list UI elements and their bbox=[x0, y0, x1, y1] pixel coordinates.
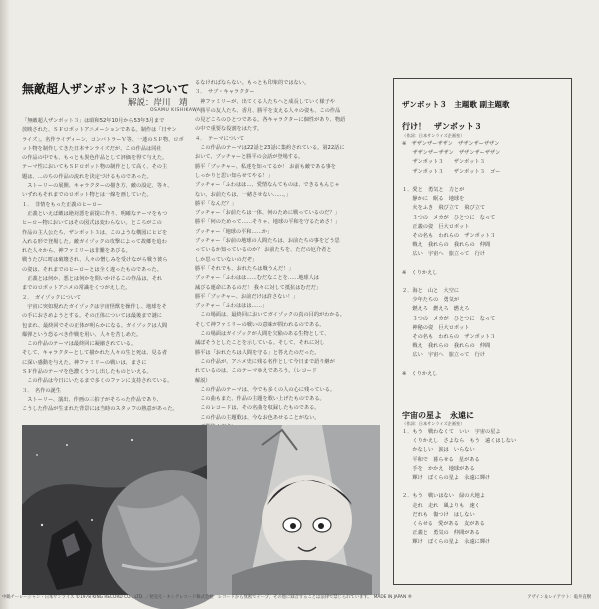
text-line: 戦え 我れらの 我れらの 仲間 bbox=[402, 343, 491, 350]
text-line: 正義とは何か、悪とは何かを問いかけるこの作品は、それ bbox=[22, 276, 163, 283]
text-line: 輝け ぼくらの星よ 永遠に輝け bbox=[402, 474, 491, 481]
text-line: ブッチャー「お前たちは一体、何のために戦っているのだ？」 bbox=[195, 210, 340, 217]
article-byline-roman: OSAMU KISHIKAWA bbox=[150, 108, 201, 113]
text-line: こうした作品が生まれた背景には当時のスタッフの熱意があった。 bbox=[22, 406, 178, 413]
text-line: 爆弾という恐るべき作戦を用い、人々を苦しめた。 bbox=[22, 331, 142, 338]
text-line: 、勝平の友人たち、香月、勝平を支える人々の姿も、この作品 bbox=[195, 107, 341, 114]
text-line: 勝平「ブッチャー、お前だけは許さない！」 bbox=[195, 293, 299, 300]
text-line: 勝平「何のためって……そりゃ、地球の平和を守るためさ！」 bbox=[195, 219, 341, 226]
song1-credit: （作詞：日本サンライズ企画室） bbox=[402, 133, 465, 138]
text-line: 静かに 眠る 地球を bbox=[402, 196, 465, 203]
text-line: 広い 宇宙へ 旅立って 行け bbox=[402, 352, 486, 359]
text-line: ない。お前たちは、一緒させない……。」 bbox=[195, 191, 291, 198]
article-column-right bbox=[195, 79, 380, 421]
text-line: この作品の主題歌は、今なお色あせることがない。 bbox=[195, 414, 320, 421]
song2-credit: （作詞：日本サンライズ企画室） bbox=[402, 421, 465, 426]
text-line: 神ファミリーが、出てくる人たちへと成長していく様子や bbox=[195, 98, 335, 105]
lyrics-panel bbox=[393, 78, 572, 585]
song2-title: 宇宙の星よ 永遠に bbox=[402, 411, 474, 420]
text-line: 手を かかえ 地球がある bbox=[402, 465, 475, 472]
text-line: ※ ザザンザーザザン ザザンザーザザン bbox=[402, 141, 500, 147]
text-line: 作品の主人公たち、ザンボット３は、このような構図にヒビを bbox=[22, 229, 168, 236]
text-line: この作品のテーマは最終回に凝縮されている。 bbox=[22, 341, 137, 348]
text-line: 正義の姿 巨大ロボット bbox=[402, 223, 470, 230]
text-line: ２． ガイゾックについて bbox=[22, 294, 82, 301]
text-line: ３つの メカが ひとつに なって bbox=[402, 214, 496, 221]
lyrics-header: ザンボット３ 主題歌 副主題歌 bbox=[402, 100, 510, 109]
text-line bbox=[402, 278, 500, 287]
text-line: テーマ性においてもＳＦロボット物の制作として高く、その主 bbox=[22, 164, 168, 171]
artwork-illustration bbox=[22, 425, 380, 595]
text-line: この曲もまた、作品の主題を歌い上げたものである。 bbox=[195, 396, 325, 403]
text-line: 勝平「なんだ？」 bbox=[195, 200, 237, 207]
text-line: ブッチャー「ふわはは……むだなことを……地球人は bbox=[195, 275, 319, 282]
text-line bbox=[402, 483, 516, 492]
text-line: っているか知っているのか？ お前たちを、ただの厄介者と bbox=[195, 247, 332, 254]
text-line: の見どころのひとつである。各キャラクターに個性があり、物語 bbox=[195, 117, 346, 124]
text-line: しか思っていないのだぞ」 bbox=[195, 256, 258, 263]
text-line: その名も われらの ザンボット３ bbox=[402, 232, 496, 239]
text-line: 勝平は「おれたちは人間を守る」と答えたのだった。 bbox=[195, 349, 320, 356]
text-line: 神秘の姿 巨大ロボット bbox=[402, 324, 470, 331]
text-line: ット物を制作してきた日本サンライズだが、この作品は同社 bbox=[22, 145, 162, 152]
text-line: るなければならない。もっとも印象的ではない。 bbox=[195, 80, 310, 86]
text-line: ※ くりかえし bbox=[402, 269, 438, 276]
text-line: この場面は、最終回においてガイゾックの真の目的がわかる。 bbox=[195, 312, 345, 319]
text-line: ３． 名作の誕生 bbox=[22, 387, 61, 394]
text-line: 滅ぼそうとしたことを示している。そして、それに対し bbox=[195, 340, 325, 347]
text-line: 燃えろ 燃えろ 燃えろ bbox=[402, 306, 470, 313]
text-line: 入れる形で登場した。敵ガイゾックの攻撃によって故郷を追わ bbox=[22, 238, 167, 245]
text-line: くらせる 愛がある 友がある bbox=[402, 520, 485, 527]
page-edge-shadow bbox=[0, 0, 10, 609]
text-line: ブッチャー「ふわははは……」 bbox=[195, 303, 268, 310]
text-line: この作品は今日にいたるまで多くのファンに支持されている。 bbox=[22, 378, 173, 385]
text-line: １． 非情をもった正義のヒーロー bbox=[22, 201, 103, 208]
text-line: 「無敵超人ザンボット３」は昭和52年10月から53年3月まで bbox=[22, 118, 165, 124]
text-line: 正義といえば敵は絶対悪を前提に作り、明確なテーマをもつ bbox=[22, 210, 168, 217]
text-line: ザンボット３ ザンボット３ ゴー bbox=[402, 168, 501, 175]
footer-copyright: 中鶴チーレージャン・日本サンライズ ©1978 KING RECORD CO., LTD. ／発売元・キングレコード株式会社 レコードから無断でテープ、その他に録音することは法律で禁じられています。 MADE IN JAPAN ® bbox=[2, 595, 412, 600]
footer-credit: アザイン＆レイアウト：亀井直樹 bbox=[527, 595, 591, 600]
text-line bbox=[402, 177, 500, 186]
text-line: の姿は、それまでのヒーローとは全く違ったものであった。 bbox=[22, 266, 162, 273]
text-line: 題は、…のちの作品の流れを決定づけるものであった。 bbox=[22, 173, 152, 180]
text-line: ザンボット３ ザンボット３ bbox=[402, 159, 485, 166]
text-line: の作品の中でも、もっとも異色作品として評価を得て与えた。 bbox=[22, 155, 168, 162]
text-line: 包まれ、最終回でその正体が明らかになる。ガイゾックは人間 bbox=[22, 322, 168, 329]
text-line: 戦うたびに町は破壊され、人々の憎しみを受けながら戦う彼ら bbox=[22, 257, 168, 264]
text-line: の手におさめようとする。その正体については最後まで謎に bbox=[22, 313, 162, 320]
text-line: このレコードは、その名曲を収録したものである。 bbox=[195, 405, 320, 412]
text-line: ブッチャー「お前の地球の人間たちは、お前たちの事をどう思 bbox=[195, 238, 340, 245]
text-line: １．もう 戦わなくて いい 宇宙の星よ bbox=[402, 429, 501, 435]
text-line: おいて、ブッチャーと勝平の会話が登場する。 bbox=[195, 154, 304, 161]
text-line: ２．海と 山と 大空に bbox=[402, 288, 460, 294]
text-line: そして、キャラクターとして描かれた人々の生と死は、見る者 bbox=[22, 350, 168, 357]
text-line: 宇宙に突如現れたガイゾックは宇宙怪獣を操作し、地球をそ bbox=[22, 303, 167, 310]
text-line: ＳＦ作品のテーマを色濃くうつし出したものといえる。 bbox=[22, 369, 152, 376]
text-line: 滅びる運命にあるのだ！ 我々に対して抵抗はむだだ」 bbox=[195, 284, 322, 291]
text-line bbox=[402, 259, 500, 268]
text-line: この作品のテーマは22話と23話に集約されている。第22話に bbox=[195, 145, 345, 152]
text-line: ４． テーマについて bbox=[195, 135, 245, 142]
text-line: ヒーロー物においてはその図式は変わらない。ところがこの bbox=[22, 220, 162, 227]
footer bbox=[0, 592, 599, 609]
article-column-left bbox=[22, 117, 189, 421]
text-line: 解説） bbox=[195, 377, 211, 384]
text-line bbox=[402, 361, 500, 370]
text-line: ３． サブ・キャラクター bbox=[195, 89, 255, 96]
text-line: ライズ」。名作ライディーン、コンバトラーＶ等、一連のＳＦ物、ロボ bbox=[22, 136, 184, 143]
text-line: かなしい 涙は いらない bbox=[402, 447, 475, 454]
text-line: 輝け ぼくらの星よ 永遠に輝け bbox=[402, 539, 491, 546]
text-line: 火をふき 飛び立て 飛び立て bbox=[402, 205, 486, 212]
text-line: １．愛と 勇気と 力とが bbox=[402, 186, 465, 193]
song1-lyrics bbox=[402, 140, 500, 379]
text-line: その名も われらの ザンボット３ bbox=[402, 333, 496, 340]
text-line: 走れ 走れ 風よりも 速く bbox=[402, 502, 480, 509]
anime-artwork-image bbox=[22, 425, 380, 595]
text-line: 勝平「ブッチャー、私達を知ってるか！ お前も敵である事を bbox=[195, 163, 336, 170]
text-line: の中で重要な役割をはたす。 bbox=[195, 126, 263, 133]
text-line: 少年たちの 勇気が bbox=[402, 297, 460, 304]
text-line: 戦え 我れらの 我れらの 仲間 bbox=[402, 242, 491, 249]
text-line: 放映された、ＳＦロボットアニメーションである。制作は「日サン bbox=[22, 127, 177, 134]
text-line: ３つの メカが ひとつに なって bbox=[402, 315, 496, 322]
text-line: 正義と 勇気の 仲間がある bbox=[402, 530, 480, 537]
text-line: ※ くりかえし bbox=[402, 370, 438, 377]
text-line: までのロボットアニメの常識をくつがえした。 bbox=[22, 285, 131, 292]
song1-title: 行け！ ザンボット３ bbox=[402, 122, 482, 131]
text-line: だれも 傷つけ はしない bbox=[402, 511, 475, 518]
text-line: この場面はガイゾックが人間を欠陥のある生物として、 bbox=[195, 331, 330, 338]
text-line: れているのは、このテーマゆえであろう。（レコード bbox=[195, 368, 317, 375]
text-line: いずれもそれまでのロボット物とは一線を画していた。 bbox=[22, 192, 152, 199]
text-line: ストーリーの展開、キャラクターの描き方、敵の設定、等々、 bbox=[22, 183, 173, 190]
text-line: 平和で 暮らせる 星がある bbox=[402, 456, 480, 463]
text-line: この作品が、アニメ史に残る名作として今日まで語り継が bbox=[195, 358, 335, 365]
text-line: ストーリー、演出、作画の三拍子がそろった作品であり、 bbox=[22, 396, 162, 403]
text-line: しっかりと思い知らせてやる！」 bbox=[195, 172, 273, 179]
text-line: ザザンザーザザン ザザンザーザザン bbox=[402, 150, 501, 157]
text-line: に深い感動を与えた。神ファミリーの戦いは、まさに bbox=[22, 359, 147, 366]
text-line: れた人々から、神ファミリーは非難をあびる。 bbox=[22, 248, 131, 255]
text-line: 広い 宇宙へ 旅立って 行け bbox=[402, 251, 486, 258]
text-line: そして神ファミリーの戦いの意味が問われるのである。 bbox=[195, 321, 325, 328]
text-line: 勝平「それでも、おれたちは戦うんだ！」 bbox=[195, 265, 294, 272]
song2-lyrics bbox=[402, 428, 516, 547]
article-title: 無敵超人ザンボット３について bbox=[22, 82, 190, 96]
text-line: この作品のテーマは、今でも多くの人の心に残っている。 bbox=[195, 386, 336, 393]
text-line: ブッチャー「地球の平和……か」 bbox=[195, 228, 273, 235]
text-line: ２．もう 戦いはない 緑の大地よ bbox=[402, 493, 486, 500]
text-line: くりかえし さよなら もう 遠くはしない bbox=[402, 438, 517, 445]
text-line: ブッチャー「ふわはは…、愛情なんてものは、できるもんじゃ bbox=[195, 182, 340, 189]
article-byline: 解説：岸川 靖 bbox=[128, 98, 188, 108]
